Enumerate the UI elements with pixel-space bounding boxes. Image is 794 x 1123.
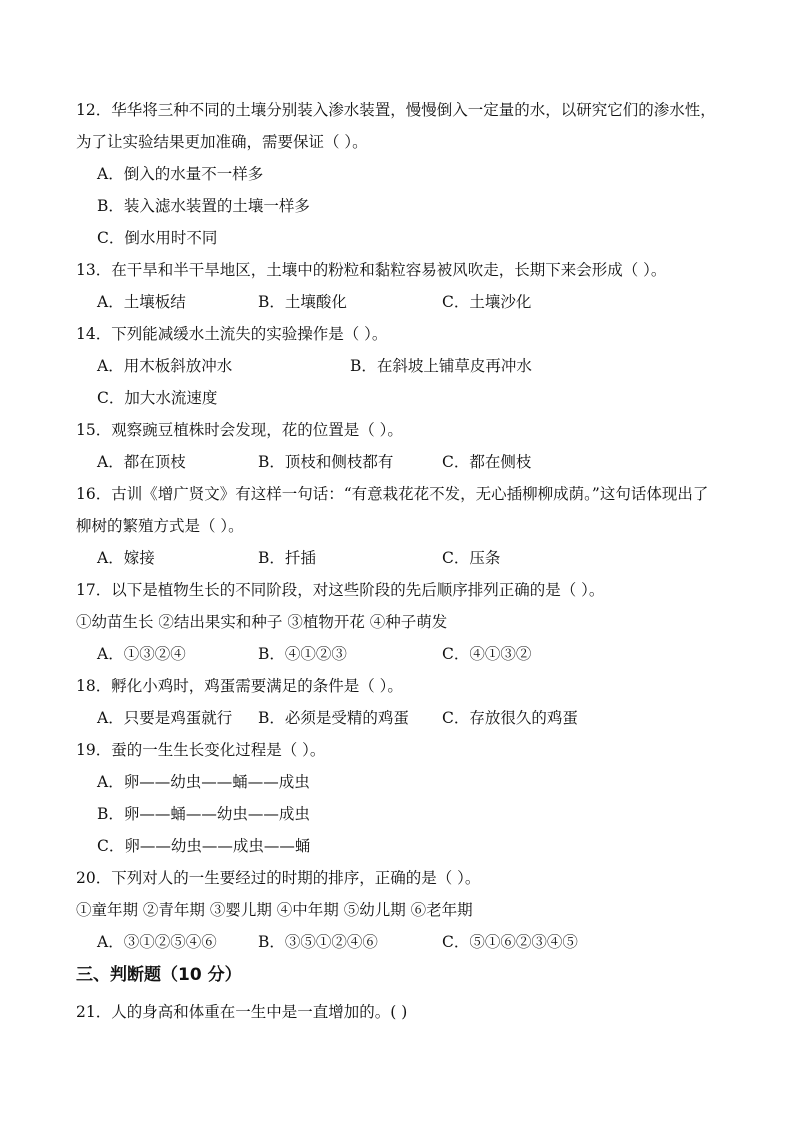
q15-option-b: B．顶枝和侧枝都有 <box>258 453 394 471</box>
q17-stages: ①幼苗生长 ②结出果实和种子 ③植物开花 ④种子萌发 <box>76 613 448 631</box>
section-title: 三、判断题（10 分） <box>76 965 242 985</box>
q19-option-c: C．卵——幼虫——成虫——蛹 <box>97 837 311 855</box>
q19-option-a: A．卵——幼虫——蛹——成虫 <box>97 773 310 791</box>
q14-stem: 14．下列能减缓水土流失的实验操作是（ ）。 <box>76 325 388 343</box>
q15-option-c: C．都在侧枝 <box>442 453 532 471</box>
q18-option-b: B．必须是受精的鸡蛋 <box>258 709 409 727</box>
q17-option-c: C．④①③② <box>442 645 532 663</box>
q12-option-c: C．倒水用时不同 <box>97 229 218 247</box>
q18-options <box>97 708 697 728</box>
q16-stem-line2: 柳树的繁殖方式是（ ）。 <box>76 517 244 535</box>
q12-stem-line1: 12．华华将三种不同的土壤分别装入渗水装置，慢慢倒入一定量的水，以研究它们的渗水性， <box>76 101 716 119</box>
q18-stem: 18．孵化小鸡时，鸡蛋需要满足的条件是（ ）。 <box>76 677 403 695</box>
q15-stem: 15．观察豌豆植株时会发现，花的位置是（ ）。 <box>76 421 403 439</box>
q18-option-a: A．只要是鸡蛋就行 <box>97 709 233 727</box>
q12-option-b: B．装入滤水装置的土壤一样多 <box>97 197 310 215</box>
q13-stem: 13．在干旱和半干旱地区，土壤中的粉粒和黏粒容易被风吹走，长期下来会形成（ ）。 <box>76 261 667 279</box>
q16-option-c: C．压条 <box>442 549 501 567</box>
q17-option-a: A．①③②④ <box>97 645 186 663</box>
q15-option-a: A．都在顶枝 <box>97 453 186 471</box>
q14-option-b: B．在斜坡上铺草皮再冲水 <box>350 357 532 375</box>
q20-stages: ①童年期 ②青年期 ③婴儿期 ④中年期 ⑤幼儿期 ⑥老年期 <box>76 901 473 919</box>
q16-option-a: A．嫁接 <box>97 549 155 567</box>
q13-options <box>97 292 697 312</box>
q15-options <box>97 452 697 472</box>
q21-stem: 21．人的身高和体重在一生中是一直增加的。( ) <box>76 1003 408 1021</box>
q16-stem-line1: 16．古训《增广贤文》有这样一句话：“有意栽花花不发，无心插柳柳成荫。”这句话体现出了 <box>76 485 709 503</box>
q16-options <box>97 548 697 568</box>
q17-options <box>97 644 697 664</box>
q19-stem: 19．蚕的一生生长变化过程是（ ）。 <box>76 741 326 759</box>
q20-option-c: C．⑤①⑥②③④⑤ <box>442 933 578 951</box>
q17-stem: 17．以下是植物生长的不同阶段，对这些阶段的先后顺序排列正确的是（ ）。 <box>76 581 605 599</box>
q13-option-a: A．土壤板结 <box>97 293 186 311</box>
q13-option-c: C．土壤沙化 <box>442 293 532 311</box>
q20-stem: 20．下列对人的一生要经过的时期的排序，正确的是（ ）。 <box>76 869 481 887</box>
q20-option-b: B．③⑤①②④⑥ <box>258 933 378 951</box>
q14-option-c: C．加大水流速度 <box>97 389 218 407</box>
q20-option-a: A．③①②⑤④⑥ <box>97 933 217 951</box>
q14-option-a: A．用木板斜放冲水 <box>97 357 233 375</box>
q20-options <box>97 932 697 952</box>
q18-option-c: C．存放很久的鸡蛋 <box>442 709 578 727</box>
q12-option-a: A．倒入的水量不一样多 <box>97 165 264 183</box>
q16-option-b: B．扦插 <box>258 549 316 567</box>
q17-option-b: B．④①②③ <box>258 645 347 663</box>
q13-option-b: B．土壤酸化 <box>258 293 347 311</box>
q14-options <box>97 356 697 376</box>
q19-option-b: B．卵——蛹——幼虫——成虫 <box>97 805 310 823</box>
q12-stem-line2: 为了让实验结果更加准确，需要保证（ ）。 <box>76 133 368 151</box>
